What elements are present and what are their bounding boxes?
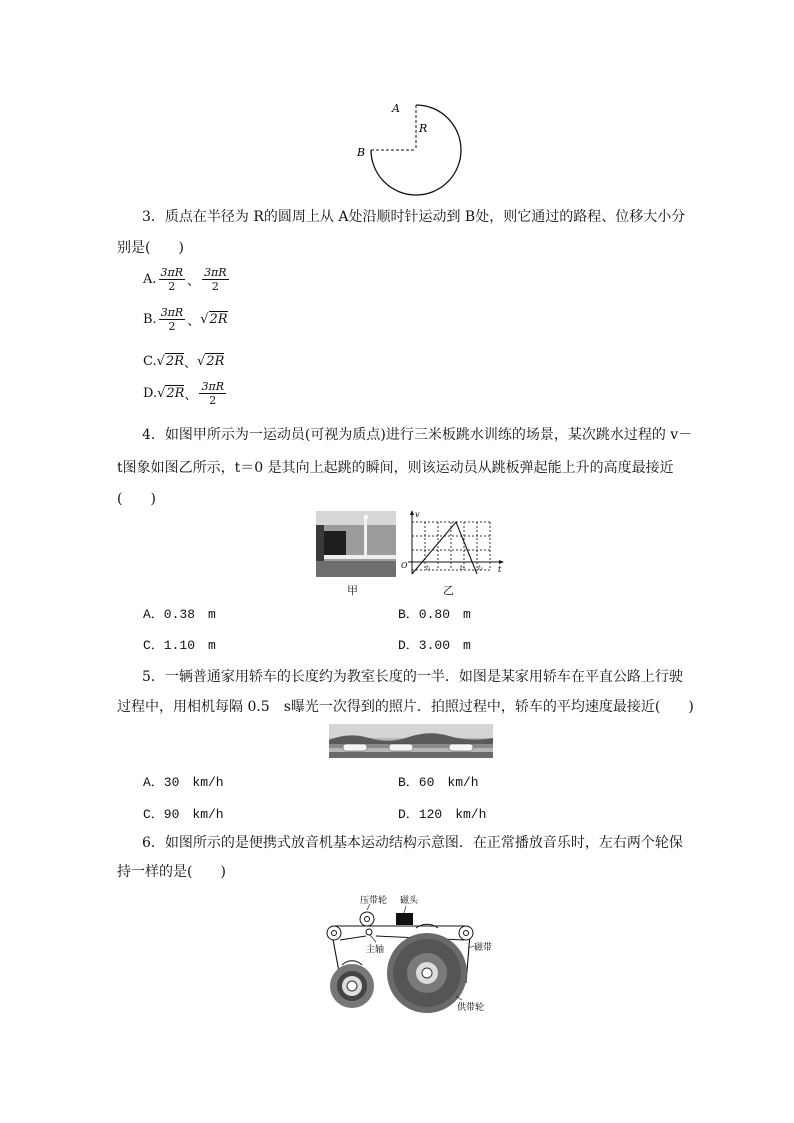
q4-stem-line2: t图象如图乙所示，t＝0 是其向上起跳的瞬间，则该运动员从跳板弹起能上升的高度最接近: [117, 460, 674, 476]
q3-option-b: B. $\frac{3\pi R}{2}$ 、 √2R: [143, 306, 228, 333]
q3-option-a: A. $\frac{3\pi R}{2}$ 、 $\frac{3\pi R}{2}$: [143, 266, 227, 293]
q5-option-b: B．60 km/h: [398, 775, 479, 790]
q5-stem-line2: 过程中，用相机每隔 0.5 s曝光一次得到的照片．拍照过程中，轿车的平均速度最接近( ): [117, 699, 694, 715]
diver-photo: [316, 511, 396, 577]
q3-option-c: C. √2R 、 √2R: [143, 354, 225, 371]
q4-option-a: A．0.38 m: [143, 607, 216, 622]
svg-text:t₃: t₃: [478, 565, 483, 572]
q4-option-b: B．0.80 m: [398, 607, 471, 622]
vt-graph: [398, 508, 508, 580]
q4-option-d: D．3.00 m: [398, 638, 471, 653]
svg-text:v: v: [415, 510, 420, 519]
capstan-label: 主轴: [366, 945, 385, 955]
tape-player-figure: [316, 888, 506, 1023]
label-b: B: [357, 146, 366, 159]
q6-stem-line1: 6．如图所示的是便携式放音机基本运动结构示意图．在正常播放音乐时，左右两个轮保: [142, 835, 683, 851]
q4-option-c: C．1.10 m: [143, 638, 216, 653]
head-label: 磁头: [400, 896, 419, 906]
label-a: A: [392, 102, 400, 115]
svg-text:t₂: t₂: [460, 565, 465, 572]
q5-option-c: C．90 km/h: [143, 807, 224, 822]
svg-text:t: t: [498, 565, 502, 574]
q5-option-d: D．120 km/h: [398, 807, 487, 822]
svg-text:O: O: [401, 561, 408, 570]
q3-option-d: D. √2R 、 $\frac{3\pi R}{2}$: [143, 380, 224, 407]
q3-stem-line2: 别是( ): [117, 240, 184, 256]
circle-path-figure: [350, 95, 475, 200]
fig-label-yi: 乙: [443, 584, 454, 597]
tape-label: 磁带: [474, 943, 493, 953]
q4-stem-line3: ( ): [117, 491, 156, 507]
label-r: R: [419, 122, 428, 135]
car-photo: [329, 724, 493, 758]
q6-stem-line2: 持一样的是( ): [117, 864, 226, 880]
q5-stem-line1: 5．一辆普通家用轿车的长度约为教室长度的一半．如图是某家用轿车在平直公路上行驶: [142, 669, 683, 685]
supply-reel-label: 供带轮: [457, 1003, 485, 1013]
pinch-roller-label: 压带轮: [360, 896, 388, 906]
q5-option-a: A．30 km/h: [143, 775, 224, 790]
svg-text:t₁: t₁: [426, 565, 431, 572]
q3-stem-line1: 3．质点在半径为 R的圆周上从 A处沿顺时针运动到 B处，则它通过的路程、位移大小分: [142, 209, 686, 225]
fig-label-jia: 甲: [347, 584, 358, 597]
q4-stem-line1: 4．如图甲所示为一运动员(可视为质点)进行三米板跳水训练的场景，某次跳水过程的 v－: [142, 427, 693, 443]
